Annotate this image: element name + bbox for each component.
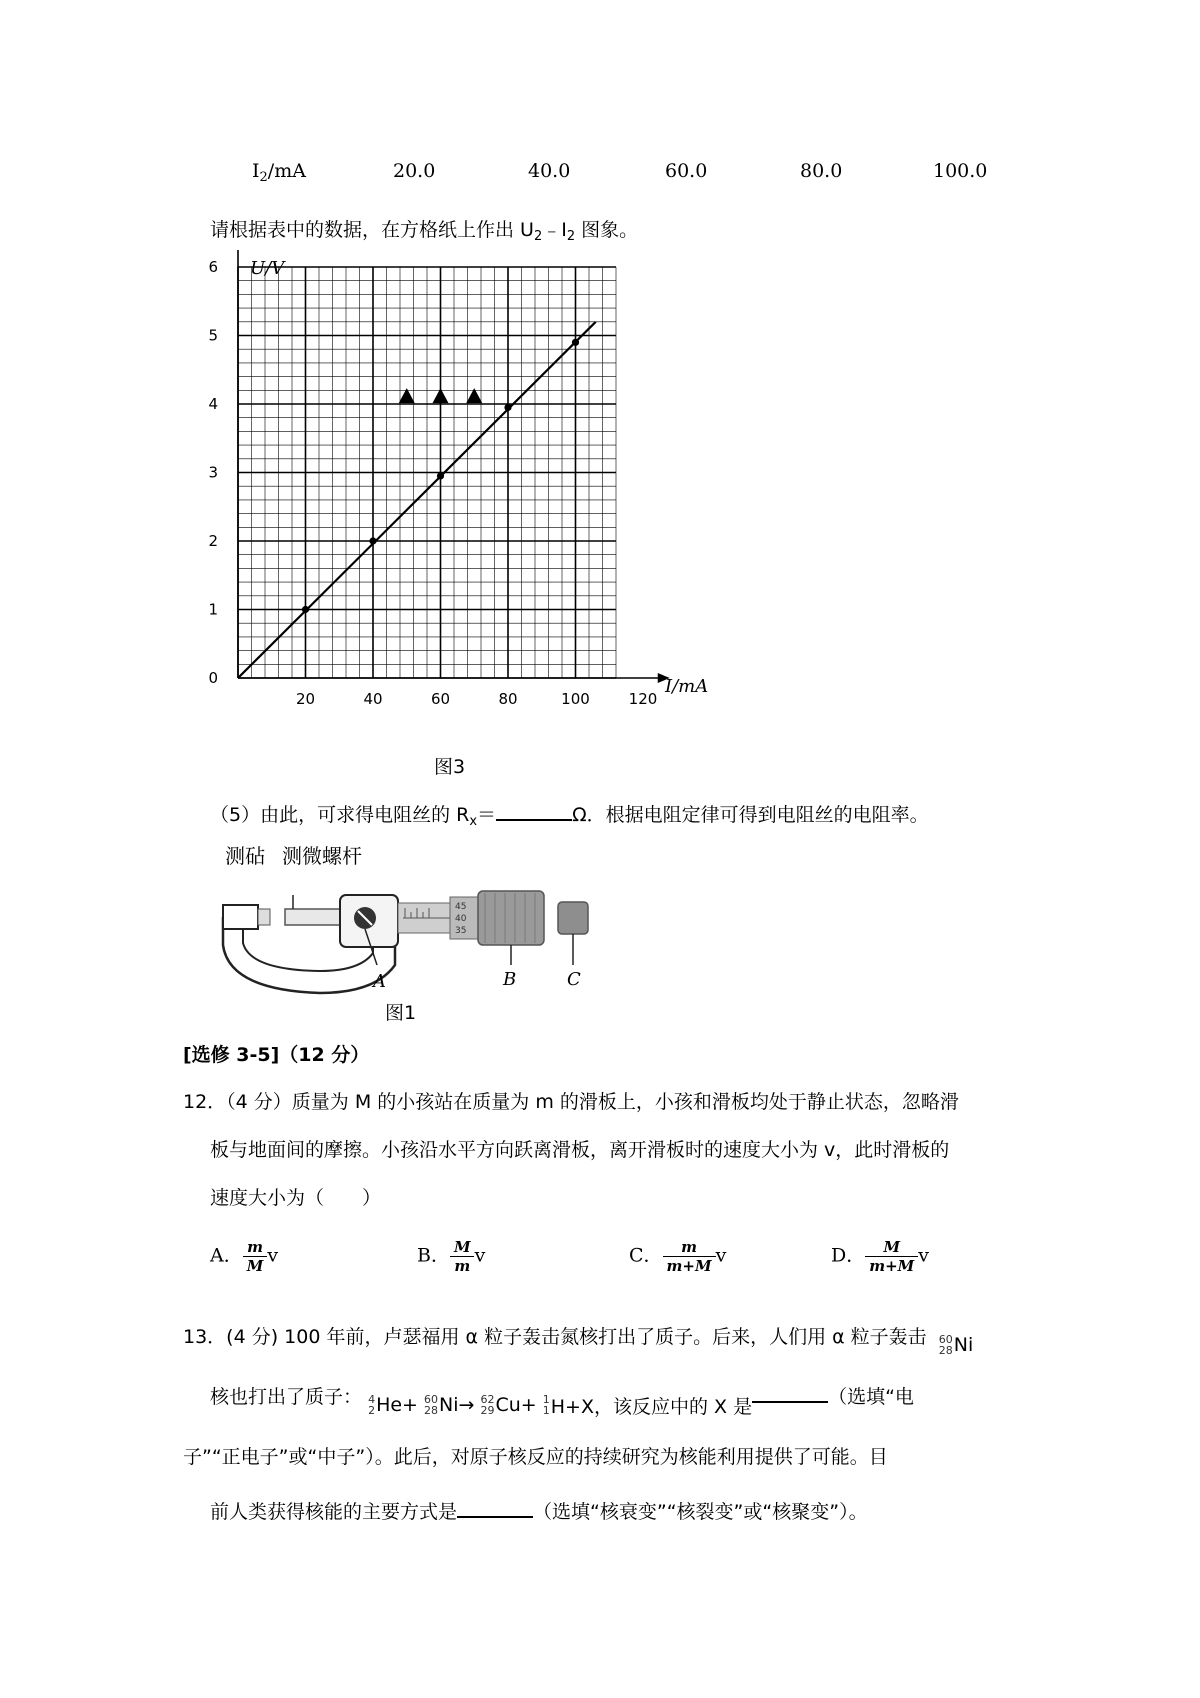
x-tick-label: 80 — [498, 690, 518, 708]
answer-blank[interactable] — [496, 801, 572, 821]
q12-line: 12．（4 分）质量为 M 的小孩站在质量为 m 的滑板上，小孩和滑板均处于静止状态，忽略滑 — [183, 1091, 959, 1113]
label-b: B — [503, 969, 517, 990]
data-point — [572, 339, 579, 346]
label-c: C — [567, 969, 581, 990]
table-cell: 80.0 — [800, 160, 843, 182]
micrometer-illustration — [205, 865, 625, 995]
nuclide-ni: 60 28 Ni→ — [424, 1393, 475, 1417]
table-row — [252, 160, 306, 185]
y-tick-label: 2 — [208, 532, 218, 550]
q13-line: 子”“正电子”或“中子”）。此后，对原子核反应的持续研究为核能利用提供了可能。目 — [183, 1446, 888, 1468]
y-tick-label: 4 — [208, 395, 218, 413]
chart-caption: 图3 — [434, 756, 466, 778]
option-a[interactable]: A． $\frac{m}{M}$ v — [210, 1238, 279, 1275]
nuclide-ni: 60 28 Ni — [938, 1333, 974, 1357]
instruction-text: 请根据表中的数据，在方格纸上作出 $U_2﹣I_2$ 图象。 — [210, 219, 639, 244]
q12-line: 板与地面间的摩擦。小孩沿水平方向跃离滑板，离开滑板时的速度大小为 v，此时滑板的 — [210, 1139, 950, 1161]
anvil-label: 测砧 — [225, 844, 265, 868]
data-point — [504, 404, 511, 411]
data-point — [302, 606, 309, 613]
q13-line: 13．(4 分) 100 年前，卢瑟福用 α 粒子轰击氮核打出了质子。后来，人们用 α 粒子轰击 60 28 Ni — [183, 1326, 974, 1357]
y-tick-label: 0 — [208, 669, 218, 687]
x-axis-label: I/mA — [665, 676, 709, 697]
answer-blank[interactable] — [457, 1498, 533, 1518]
nuclide-cu: 62 29 Cu+ — [480, 1393, 537, 1417]
scale-mark: 40 — [455, 914, 467, 924]
section-header: [选修 3-5]（12 分） — [183, 1044, 370, 1066]
option-d[interactable]: D． $\frac{M}{m+M}$ v — [831, 1238, 930, 1275]
x-tick-label: 40 — [363, 690, 383, 708]
table-cell: 20.0 — [393, 160, 436, 182]
nuclide-h: 1 1 H+X，该反应中的 X 是 — [542, 1393, 753, 1418]
y-tick-label: 3 — [208, 463, 218, 482]
y-axis-label: U/V — [250, 258, 285, 279]
spindle-label: 测微螺杆 — [282, 844, 362, 868]
x-tick-label: 120 — [628, 690, 658, 708]
scale-mark: 35 — [455, 926, 467, 936]
ui-graph-chart — [200, 250, 720, 790]
label-a: A — [373, 971, 386, 992]
q13-line: 前人类获得核能的主要方式是 （选填“核衰变”“核裂变”或“核聚变”）。 — [210, 1497, 868, 1524]
data-point — [369, 537, 376, 544]
table-cell: 40.0 — [528, 160, 571, 182]
y-tick-label: 5 — [208, 326, 218, 345]
option-c[interactable]: C． $\frac{m}{m+M}$ v — [629, 1238, 727, 1275]
answer-blank[interactable] — [752, 1383, 828, 1403]
scale-mark: 45 — [455, 902, 467, 912]
x-tick-label: 60 — [430, 690, 451, 708]
table-row-label: $I_2/mA$ — [252, 160, 306, 185]
table-cell: 100.0 — [933, 160, 988, 182]
y-tick-label: 1 — [208, 600, 218, 619]
question-5: （5）由此，可求得电阻丝的 $R_x= \Omega$．根据电阻定律可得到电阻丝的电阻率。 — [210, 800, 929, 829]
q13-line: 核也打出了质子： 4 2 He+ 60 28 Ni→ 62 29 Cu+ 1 1 H+X，该反应中的 X 是 （选填“电 — [210, 1382, 914, 1419]
nuclide-he: 4 2 He+ — [368, 1393, 418, 1417]
option-b[interactable]: B． $\frac{M}{m}$ v — [417, 1238, 486, 1275]
data-point — [437, 472, 444, 479]
x-tick-label: 20 — [295, 690, 316, 708]
table-cell: 60.0 — [665, 160, 708, 182]
q12-line: 速度大小为（ ） — [210, 1187, 382, 1209]
x-tick-label: 100 — [561, 690, 590, 708]
figure-caption: 图1 — [385, 1002, 417, 1024]
y-tick-label: 6 — [208, 258, 218, 276]
